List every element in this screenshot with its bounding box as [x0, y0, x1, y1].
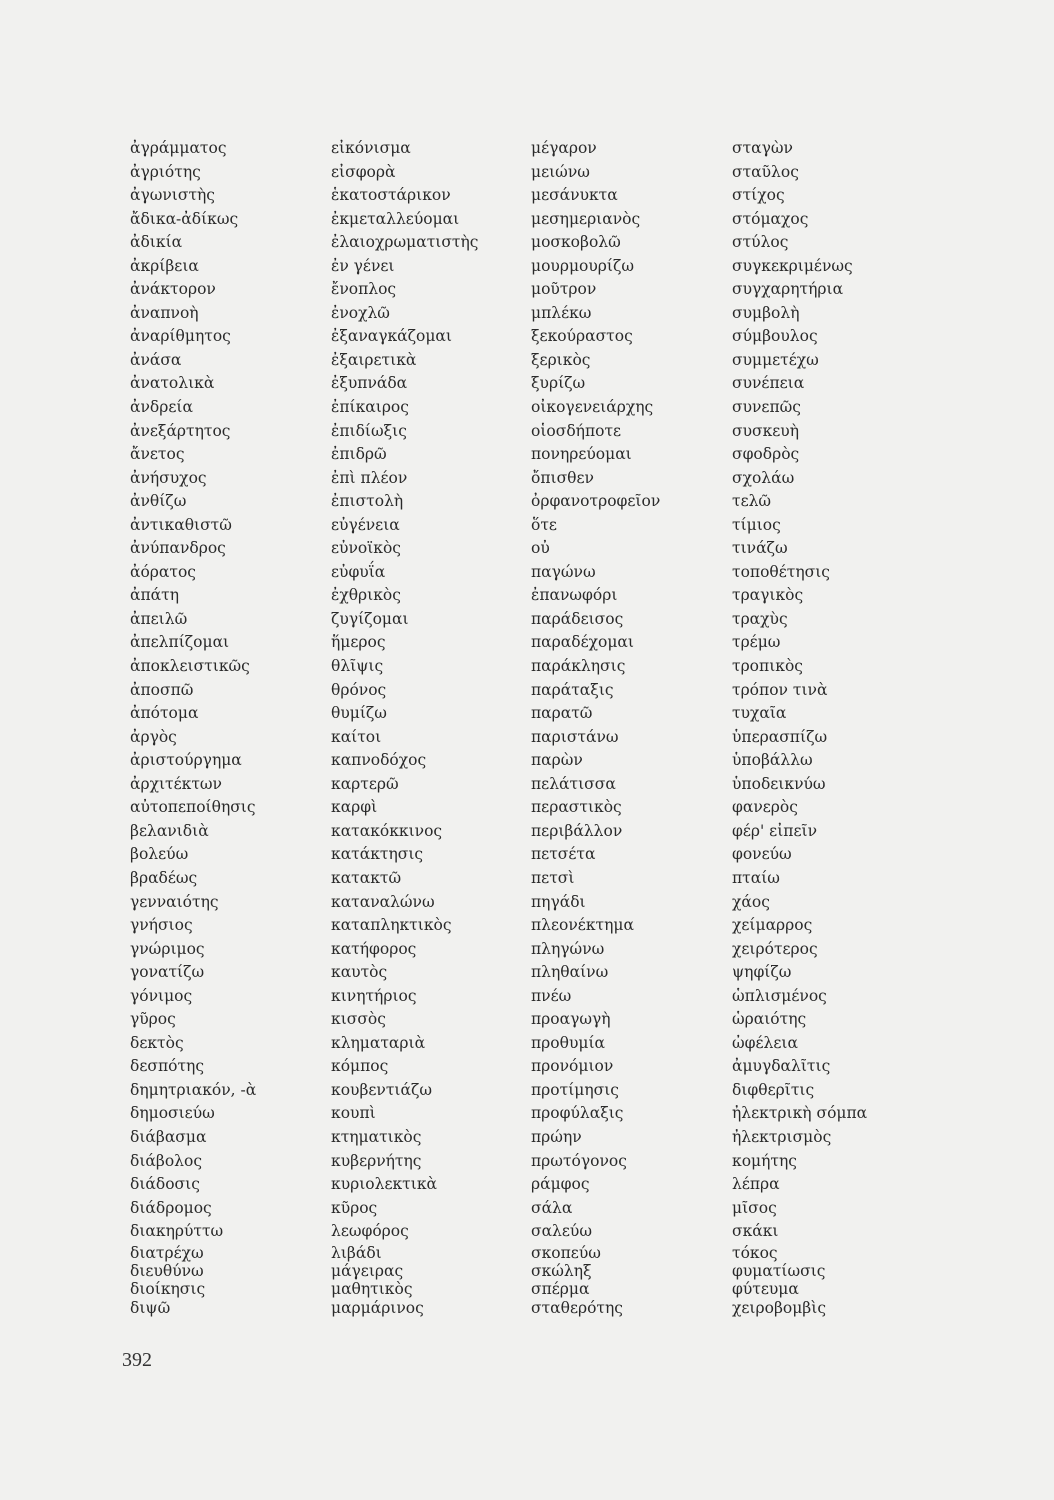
word-entry: ὀρφανοτροφεῖον — [531, 492, 661, 511]
word-entry: ἐπιδίωξις — [331, 421, 407, 440]
word-column-1 — [130, 137, 256, 1317]
word-entry: ἥμερος — [331, 633, 386, 652]
word-entry: τοποθέτησις — [732, 562, 830, 581]
word-entry: θλῖψις — [331, 657, 384, 676]
word-entry: ἀπελπίζομαι — [130, 633, 230, 652]
word-entry: συμβολὴ — [732, 303, 800, 322]
word-entry: παριστάνω — [531, 727, 619, 746]
word-entry: διάβολος — [130, 1151, 203, 1170]
word-entry: τροπικὸς — [732, 657, 803, 676]
word-entry: ἀπάτη — [130, 586, 179, 605]
word-entry: ὄπισθεν — [531, 468, 594, 487]
word-entry: σταγὼν — [732, 139, 793, 157]
word-entry: δημοσιεύω — [130, 1104, 215, 1123]
word-entry: συγχαρητήρια — [732, 280, 844, 299]
word-entry: διψῶ — [130, 1298, 171, 1317]
word-entry: κόμπος — [331, 1057, 389, 1076]
word-entry: φυματίωσις — [732, 1262, 826, 1281]
word-entry: τίμιος — [732, 515, 781, 534]
word-entry: πρώην — [531, 1127, 582, 1146]
word-entry: βολεύω — [130, 845, 189, 864]
word-entry: ἐπιστολὴ — [331, 492, 404, 511]
word-entry: κουπὶ — [331, 1104, 376, 1123]
word-entry: πληγώνω — [531, 939, 605, 958]
word-entry: ἐξυπνάδα — [331, 374, 408, 393]
word-entry: σαλεύω — [531, 1222, 592, 1241]
word-entry: προθυμία — [531, 1033, 606, 1052]
word-entry: σύμβουλος — [732, 327, 818, 346]
word-entry: πελάτισσα — [531, 774, 616, 793]
word-entry: ράμφος — [531, 1175, 590, 1194]
word-entry: μεσάνυκτα — [531, 186, 618, 205]
word-entry: παρὼν — [531, 751, 583, 770]
word-entry: ἐπιδρῶ — [331, 445, 387, 464]
word-entry: δημητριακόν, -ὰ — [130, 1080, 257, 1099]
word-entry: πετσέτα — [531, 845, 596, 864]
word-entry: ζυγίζομαι — [331, 609, 409, 628]
word-entry: τινάζω — [732, 539, 788, 558]
word-entry: μαρμάρινος — [331, 1298, 424, 1317]
word-entry: προαγωγὴ — [531, 1010, 611, 1029]
word-entry: ἠλεκτρικὴ σόμπα — [732, 1104, 868, 1123]
word-entry: φανερὸς — [732, 798, 798, 817]
word-entry: παράκλησις — [531, 657, 626, 676]
word-entry: φονεύω — [732, 845, 792, 864]
word-entry: παραδέχομαι — [531, 633, 634, 652]
word-entry: ἐπίκαιρος — [331, 398, 409, 417]
word-entry: εὐφυΐα — [331, 562, 386, 581]
word-entry: λέπρα — [732, 1175, 780, 1194]
word-entry: συνεπῶς — [732, 398, 801, 417]
word-entry: παράδεισος — [531, 609, 624, 628]
word-entry: χάος — [732, 892, 770, 911]
word-entry: σκάκι — [732, 1222, 779, 1241]
word-entry: χείμαρρος — [732, 916, 813, 935]
word-entry: ἀναρίθμητος — [130, 327, 231, 346]
word-entry: ἀνεξάρτητος — [130, 421, 231, 440]
word-entry: ἐπανωφόρι — [531, 586, 618, 605]
word-entry: φέρ' εἰπεῖν — [732, 821, 818, 840]
word-entry: σπέρμα — [531, 1280, 590, 1299]
word-entry: μῖσος — [732, 1198, 777, 1217]
word-entry: ἀρχιτέκτων — [130, 774, 222, 793]
word-entry: περιβάλλον — [531, 821, 623, 840]
word-entry: θρόνος — [331, 680, 387, 699]
word-entry: κατακόκκινος — [331, 821, 443, 840]
word-entry: διακηρύττω — [130, 1222, 224, 1241]
word-entry: πλεονέκτημα — [531, 916, 634, 935]
word-entry: βραδέως — [130, 868, 198, 887]
word-entry: γνήσιος — [130, 916, 193, 935]
word-entry: γόνιμος — [130, 986, 193, 1005]
word-entry: ἐνοχλῶ — [331, 303, 390, 322]
word-entry: ἔνοπλος — [331, 280, 397, 299]
word-entry: διάβασμα — [130, 1127, 207, 1146]
word-entry: μπλέκω — [531, 303, 592, 322]
word-entry: διάδοσις — [130, 1175, 200, 1194]
word-entry: στύλος — [732, 233, 789, 252]
word-entry: πληθαίνω — [531, 963, 609, 982]
word-entry: ἀνάσα — [130, 350, 182, 369]
word-entry: τραγικὸς — [732, 586, 804, 605]
word-entry: καρτερῶ — [331, 774, 399, 793]
word-entry: δεσπότης — [130, 1057, 205, 1076]
word-entry: κομήτης — [732, 1151, 797, 1170]
word-entry: ἑκατοστάρικον — [331, 186, 451, 205]
word-entry: πρωτόγονος — [531, 1151, 627, 1170]
word-entry: στόμαχος — [732, 209, 809, 228]
word-entry: ἀπειλῶ — [130, 609, 188, 628]
word-column-2 — [331, 137, 478, 1317]
word-entry: ἀνδρεία — [130, 398, 193, 417]
word-entry: ἀνύπανδρος — [130, 539, 226, 558]
word-entry: λιβάδι — [331, 1243, 382, 1262]
word-entry: περαστικὸς — [531, 798, 622, 817]
word-entry: καπνοδόχος — [331, 751, 427, 770]
word-entry: ὑποβάλλω — [732, 751, 813, 770]
word-entry: δεκτὸς — [130, 1033, 184, 1052]
word-entry: ἀγράμματος — [130, 139, 227, 157]
word-entry: συνέπεια — [732, 374, 805, 393]
word-entry: τρόπον τινὰ — [732, 680, 828, 699]
word-entry: συγκεκριμένως — [732, 256, 853, 275]
word-entry: παρατῶ — [531, 704, 593, 723]
word-entry: γνώριμος — [130, 939, 205, 958]
word-entry: ἀκρίβεια — [130, 256, 199, 275]
word-entry: μειώνω — [531, 162, 590, 181]
word-entry: εὐγένεια — [331, 515, 400, 534]
word-entry: διάδρομος — [130, 1198, 212, 1217]
word-entry: μέγαρον — [531, 139, 597, 157]
word-entry: βελανιδιὰ — [130, 821, 209, 840]
word-entry: ἀγριότης — [130, 162, 201, 181]
word-entry: κτηματικὸς — [331, 1127, 422, 1146]
word-entry: ὑποδεικνύω — [732, 774, 826, 793]
word-entry: ἀνήσυχος — [130, 468, 207, 487]
word-entry: γῦρος — [130, 1010, 176, 1029]
word-entry: ἀνατολικὰ — [130, 374, 215, 393]
word-entry: μεσημεριανὸς — [531, 209, 641, 228]
word-entry: καυτὸς — [331, 963, 388, 982]
word-entry: ἐπὶ πλέον — [331, 468, 408, 487]
word-entry: κατάκτησις — [331, 845, 424, 864]
word-entry: μάγειρας — [331, 1262, 404, 1281]
word-entry: χειρότερος — [732, 939, 818, 958]
word-entry: ἀποκλειστικῶς — [130, 657, 250, 676]
word-entry: ἀριστούργημα — [130, 751, 242, 770]
word-entry: πονηρεύομαι — [531, 445, 632, 464]
word-entry: τραχὺς — [732, 609, 788, 628]
word-entry: τόκος — [732, 1243, 778, 1262]
word-entry: σάλα — [531, 1198, 573, 1217]
word-entry: μουρμουρίζω — [531, 256, 634, 275]
word-entry: ἀναπνοὴ — [130, 303, 199, 322]
word-entry: σκώληξ — [531, 1262, 592, 1281]
word-entry: κινητήριος — [331, 986, 417, 1005]
word-entry: εἰσφορὰ — [331, 162, 396, 181]
word-entry: κουβεντιάζω — [331, 1080, 433, 1099]
word-entry: μοῦτρον — [531, 280, 597, 299]
word-entry: καρφὶ — [331, 798, 378, 817]
word-entry: προφύλαξις — [531, 1104, 624, 1123]
word-entry: λεωφόρος — [331, 1222, 409, 1241]
word-entry: ἀντικαθιστῶ — [130, 515, 232, 534]
word-entry: ἐξαναγκάζομαι — [331, 327, 452, 346]
word-entry: κισσὸς — [331, 1010, 386, 1029]
word-entry: ἐκμεταλλεύομαι — [331, 209, 460, 228]
word-entry: συμμετέχω — [732, 350, 819, 369]
word-entry: διοίκησις — [130, 1280, 206, 1299]
word-entry: παγώνω — [531, 562, 596, 581]
word-entry: μοσκοβολῶ — [531, 233, 621, 252]
word-entry: ξεκούραστος — [531, 327, 633, 346]
word-entry: ὠφέλεια — [732, 1033, 798, 1052]
word-entry: καταναλώνω — [331, 892, 435, 911]
word-entry: καταπληκτικὸς — [331, 916, 452, 935]
word-entry: ἐξαιρετικὰ — [331, 350, 417, 369]
word-entry: ἠλεκτρισμὸς — [732, 1127, 832, 1146]
word-entry: τυχαῖα — [732, 704, 787, 723]
word-entry: σκοπεύω — [531, 1243, 601, 1262]
word-entry: καίτοι — [331, 727, 382, 746]
word-entry: τελῶ — [732, 492, 772, 511]
word-entry: πηγάδι — [531, 892, 586, 911]
word-entry: κατήφορος — [331, 939, 417, 958]
word-entry: ὡπλισμένος — [732, 986, 827, 1005]
word-entry: σταθερότης — [531, 1298, 623, 1317]
word-entry: ἀπότομα — [130, 704, 199, 723]
word-entry: ἀμυγδαλῖτις — [732, 1057, 831, 1076]
word-entry: κυβερνήτης — [331, 1151, 422, 1170]
word-entry: σφοδρὸς — [732, 445, 800, 464]
word-entry: χειροβομβὶς — [732, 1298, 827, 1317]
word-entry: εἰκόνισμα — [331, 139, 411, 157]
word-entry: κληματαριὰ — [331, 1033, 426, 1052]
word-entry: στίχος — [732, 186, 785, 205]
word-entry: οἰκογενειάρχης — [531, 398, 654, 417]
word-entry: ἄνετος — [130, 445, 185, 464]
word-entry: φύτευμα — [732, 1280, 799, 1299]
word-entry: ἀγωνιστὴς — [130, 186, 215, 205]
word-entry: προνόμιον — [531, 1057, 614, 1076]
word-entry: προτίμησις — [531, 1080, 619, 1099]
word-entry: θυμίζω — [331, 704, 387, 723]
word-entry: σχολάω — [732, 468, 795, 487]
word-entry: διευθύνω — [130, 1262, 204, 1281]
word-entry: διατρέχω — [130, 1243, 204, 1262]
word-entry: μαθητικὸς — [331, 1280, 413, 1299]
word-entry: συσκευὴ — [732, 421, 800, 440]
word-entry: οὐ — [531, 539, 550, 558]
word-entry: ὅτε — [531, 515, 557, 534]
word-entry: ἀόρατος — [130, 562, 196, 581]
word-entry: πνέω — [531, 986, 572, 1005]
word-entry: κατακτῶ — [331, 868, 402, 887]
word-entry: οἱοσδήποτε — [531, 421, 622, 440]
word-entry: ξερικὸς — [531, 350, 591, 369]
word-entry: ἐλαιοχρωματιστὴς — [331, 233, 479, 252]
word-entry: πταίω — [732, 868, 780, 887]
word-entry: ξυρίζω — [531, 374, 586, 393]
word-entry: ἐν γένει — [331, 256, 395, 275]
word-entry: γονατίζω — [130, 963, 205, 982]
word-entry: εὐνοϊκὸς — [331, 539, 401, 558]
word-entry: ἀδικία — [130, 233, 183, 252]
word-entry: γενναιότης — [130, 892, 219, 911]
word-column-3 — [531, 137, 660, 1317]
word-entry: ὡραιότης — [732, 1010, 807, 1029]
word-entry: ἀνάκτορον — [130, 280, 216, 299]
word-entry: ἐχθρικὸς — [331, 586, 401, 605]
word-entry: κυριολεκτικὰ — [331, 1175, 437, 1194]
word-entry: ἄδικα-ἀδίκως — [130, 209, 239, 228]
word-entry: ψηφίζω — [732, 963, 792, 982]
word-entry: ὑπερασπίζω — [732, 727, 828, 746]
word-column-4 — [732, 137, 867, 1317]
word-entry: ἀργὸς — [130, 727, 177, 746]
word-entry: κῦρος — [331, 1198, 378, 1217]
word-entry: παράταξις — [531, 680, 614, 699]
page-number: 392 — [122, 1349, 152, 1371]
word-entry: διφθερῖτις — [732, 1080, 815, 1099]
word-entry: τρέμω — [732, 633, 781, 652]
word-entry: σταῦλος — [732, 162, 799, 181]
word-entry: πετσὶ — [531, 868, 575, 887]
word-entry: ἀνθίζω — [130, 492, 187, 511]
word-entry: ἀποσπῶ — [130, 680, 194, 699]
word-entry: αὐτοπεποίθησις — [130, 798, 256, 817]
